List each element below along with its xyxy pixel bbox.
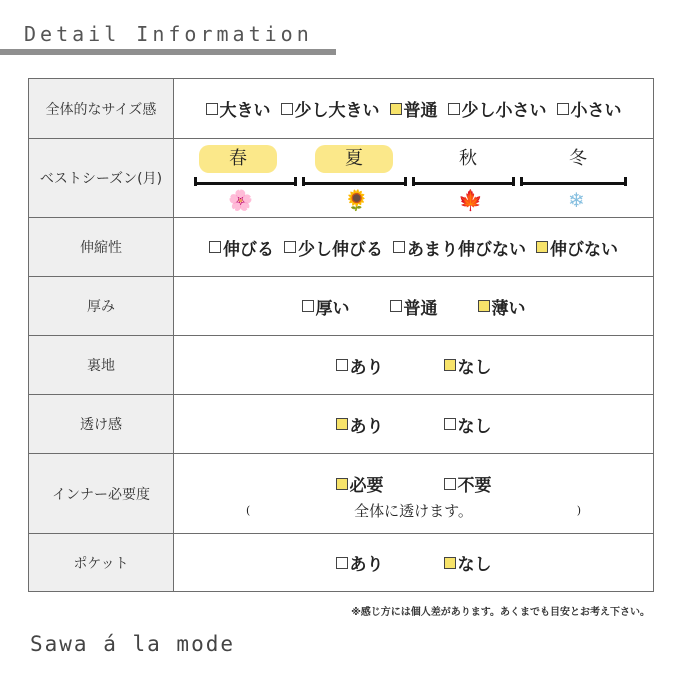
sunflower-icon: 🌻 (344, 188, 369, 212)
unchecked-box-icon (336, 557, 348, 569)
checked-box-icon (478, 300, 490, 312)
option-size-1 (281, 96, 380, 121)
option-label: 必要 (349, 476, 384, 496)
season-winter-label: 冬 (569, 148, 587, 169)
option-label: 少し伸びる (298, 239, 383, 260)
option-size-4 (557, 96, 622, 121)
row-label-thickness: 厚み (29, 277, 174, 336)
option-lining-1 (444, 353, 492, 378)
option-thickness-2 (478, 294, 526, 319)
unchecked-box-icon (444, 478, 456, 490)
option-sheer-0 (336, 412, 384, 437)
checked-box-icon (336, 418, 348, 430)
option-label: 小さい (570, 101, 622, 121)
row-label-season: ベストシーズン(月) (29, 139, 174, 218)
unchecked-box-icon (284, 241, 296, 253)
lining-options (174, 353, 653, 378)
row-label-stretch: 伸縮性 (29, 218, 174, 277)
option-label: あまり伸びない (407, 239, 526, 260)
table-row-stretch (29, 218, 654, 277)
option-size-0 (206, 96, 271, 121)
note-paren-open: ( (246, 504, 251, 517)
table-row-size (29, 79, 654, 139)
option-size-3 (448, 96, 547, 121)
row-label-pocket: ポケット (29, 534, 174, 592)
size-options (174, 96, 653, 121)
option-label: あり (349, 555, 384, 575)
option-sheer-1 (444, 412, 492, 437)
option-thickness-1 (390, 294, 438, 319)
season-tick (294, 177, 297, 186)
option-label: なし (457, 357, 492, 378)
unchecked-box-icon (390, 300, 402, 312)
option-label: 大きい (219, 101, 271, 121)
option-label: 普通 (403, 101, 438, 121)
season-summer (310, 145, 398, 173)
season-tick (624, 177, 627, 186)
option-label: 薄い (491, 298, 526, 319)
option-thickness-0 (302, 294, 350, 319)
option-label: 少し小さい (461, 101, 547, 121)
option-label: なし (457, 555, 492, 575)
row-label-inner: インナー必要度 (29, 454, 174, 534)
option-label: 伸びる (223, 239, 274, 260)
season-chart (174, 139, 653, 217)
note-paren-close: ) (576, 504, 581, 517)
option-inner-0 (336, 471, 384, 496)
unchecked-box-icon (444, 418, 456, 430)
title-underline (0, 49, 336, 55)
option-stretch-0 (209, 235, 274, 260)
unchecked-box-icon (209, 241, 221, 253)
option-pocket-1 (444, 550, 492, 575)
option-label: 厚い (315, 298, 350, 319)
checked-box-icon (444, 359, 456, 371)
inner-note-row (174, 500, 653, 520)
checked-box-icon (444, 557, 456, 569)
option-size-2 (390, 96, 438, 121)
table-row-inner (29, 454, 654, 534)
unchecked-box-icon (281, 103, 293, 115)
option-label: なし (457, 416, 492, 437)
season-spring-label: 春 (199, 145, 277, 173)
unchecked-box-icon (393, 241, 405, 253)
season-track (520, 182, 626, 185)
season-tick (512, 177, 515, 186)
season-autumn (424, 145, 512, 173)
row-label-lining: 裏地 (29, 336, 174, 395)
row-label-sheer: 透け感 (29, 395, 174, 454)
row-label-size: 全体的なサイズ感 (29, 79, 174, 139)
table-row-lining (29, 336, 654, 395)
option-lining-0 (336, 353, 384, 378)
option-label: 不要 (457, 476, 492, 496)
option-stretch-3 (536, 235, 618, 260)
option-label: 少し大きい (294, 101, 380, 121)
brand-logo-text: Sawa á la mode (30, 632, 236, 656)
maple-leaf-icon: 🍁 (458, 188, 483, 212)
cherry-blossom-icon: 🌸 (228, 188, 253, 212)
unchecked-box-icon (336, 359, 348, 371)
checked-box-icon (336, 478, 348, 490)
season-spring (194, 145, 282, 173)
option-label: あり (349, 357, 384, 378)
disclaimer-note: ※感じ方には個人差があります。あくまでも目安とお考え下さい。 (351, 607, 650, 618)
season-track (412, 182, 514, 185)
option-label: 普通 (403, 298, 438, 319)
table-row-season (29, 139, 654, 218)
unchecked-box-icon (448, 103, 460, 115)
option-pocket-0 (336, 550, 384, 575)
inner-note: 全体に透けます。 (354, 502, 473, 520)
season-track (302, 182, 406, 185)
snowflake-icon: ❄ (568, 188, 585, 212)
stretch-options (174, 235, 653, 260)
option-stretch-2 (393, 235, 526, 260)
season-summer-label: 夏 (315, 145, 393, 173)
season-tick (404, 177, 407, 186)
option-label: 伸びない (550, 239, 618, 260)
pocket-options (174, 550, 653, 575)
option-stretch-1 (284, 235, 383, 260)
inner-options (174, 471, 653, 496)
unchecked-box-icon (557, 103, 569, 115)
checked-box-icon (390, 103, 402, 115)
table-row-sheer (29, 395, 654, 454)
table-row-pocket (29, 534, 654, 592)
table-row-thickness (29, 277, 654, 336)
season-track (194, 182, 296, 185)
option-label: あり (349, 416, 384, 437)
sheer-options (174, 412, 653, 437)
unchecked-box-icon (206, 103, 218, 115)
page-title: Detail Information (24, 22, 313, 46)
season-winter (534, 145, 622, 173)
season-autumn-label: 秋 (459, 148, 477, 169)
thickness-options (174, 294, 653, 319)
checked-box-icon (536, 241, 548, 253)
option-inner-1 (444, 471, 492, 496)
detail-table (28, 78, 654, 592)
unchecked-box-icon (302, 300, 314, 312)
